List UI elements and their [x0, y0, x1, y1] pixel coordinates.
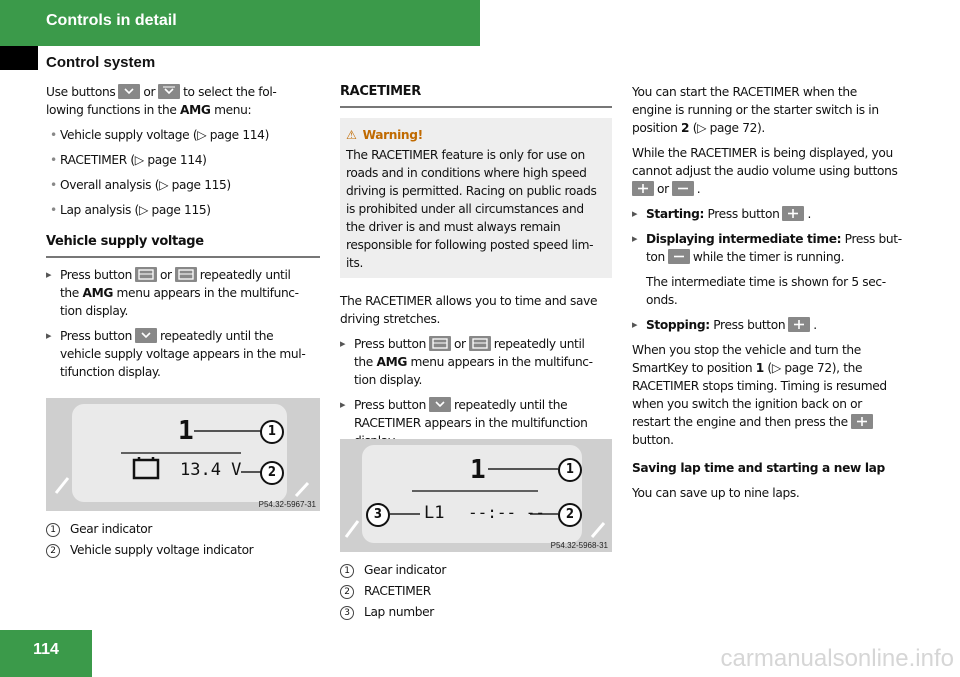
chapter-header-bar [0, 0, 480, 46]
voltage-value: 13.4 V [180, 460, 242, 480]
prev-page-button-icon [429, 336, 451, 351]
instruction-step: ▸ Displaying intermediate time: Press but- ton while the timer is running. [632, 230, 910, 266]
column-1 [46, 83, 320, 388]
subsection-heading: Vehicle supply voltage [46, 233, 320, 258]
prev-page-button-icon [135, 267, 157, 282]
down-button-icon [118, 84, 140, 99]
list-item: • Vehicle supply voltage (▷ page 114) [46, 126, 320, 144]
chapter-title: Controls in detail [46, 12, 177, 29]
caption-item: 2 RACETIMER [340, 582, 612, 600]
instruction-step: ▸ Press button repeatedly until the RACETIMER appears in the multifunction [340, 396, 612, 450]
racetimer-display-illustration [340, 439, 612, 552]
callout-1: 1 [558, 458, 582, 482]
intro-paragraph: Use buttons or to select the fol- lowing functions in the AMG menu: [46, 85, 277, 117]
list-item: • RACETIMER (▷ page 114) [46, 151, 320, 169]
watermark: carmanualsonline.info [720, 645, 954, 672]
column-2-captions [340, 559, 612, 624]
list-item: • Overall analysis (▷ page 115) [46, 176, 320, 194]
minus-button-icon [668, 249, 690, 264]
paragraph: While the RACETIMER is being displayed, you cannot adjust the audio volume using buttons or . [632, 146, 898, 196]
note-paragraph: The intermediate time is shown for 5 sec- onds. [646, 275, 886, 307]
racetimer-value: --:-- -- [468, 503, 546, 522]
column-1-captions [46, 518, 320, 562]
gear-indicator: 1 [178, 416, 194, 446]
caption-item: 1 Gear indicator [340, 561, 612, 579]
callout-1: 1 [260, 420, 284, 444]
next-page-button-icon [469, 336, 491, 351]
plus-button-icon [788, 317, 810, 332]
up-button-icon [158, 84, 180, 99]
plus-button-icon [782, 206, 804, 221]
instruction-step: ▸ Starting: Press button . [632, 205, 910, 223]
section-marker [0, 46, 38, 70]
instruction-step: ▸ Press button repeatedly until the vehicle supply voltage appears in the mul- tifunction display. [46, 327, 320, 381]
next-page-button-icon [175, 267, 197, 282]
caption-item: 3 Lap number [340, 603, 612, 621]
down-button-icon [135, 328, 157, 343]
caption-item: 2 Vehicle supply voltage indicator [46, 541, 320, 559]
subsection-heading: RACETIMER [340, 83, 612, 108]
instruction-step: ▸ Press button or repeatedly until the AMG menu appears in the multifunc- tion display. [340, 335, 612, 389]
page-number: 114 [0, 630, 92, 677]
voltage-display-illustration [46, 398, 320, 511]
paragraph: When you stop the vehicle and turn the SmartKey to position 1 (▷ page 72), the RACETIMER stops timing. Timing is resumed when you switch the ignition back on or restart the engine and then press the button. [632, 343, 887, 447]
paragraph: The RACETIMER allows you to time and save driving stretches. [340, 294, 598, 326]
subsection-heading: Saving lap time and starting a new lap [632, 461, 885, 475]
warning-box: ⚠ Warning! The RACETIMER feature is only for use on roads and in conditions where high speed driving is permitted. Racing on public roads is prohibited under all circumstances and the driver is and must always remain responsible for following posted speed lim- its. [340, 118, 612, 278]
list-item: • Lap analysis (▷ page 115) [46, 201, 320, 219]
column-2 [340, 83, 612, 457]
paragraph: You can start the RACETIMER when the engine is running or the starter switch is in position 2 (▷ page 72). [632, 85, 879, 135]
column-3 [632, 83, 910, 509]
section-title: Control system [46, 54, 156, 71]
paragraph: You can save up to nine laps. [632, 486, 800, 500]
plus-button-icon [851, 414, 873, 429]
figure-reference: P54.32-5967-31 [258, 500, 316, 509]
caption-item: 1 Gear indicator [46, 520, 320, 538]
callout-2: 2 [260, 461, 284, 485]
minus-button-icon [672, 181, 694, 196]
instruction-step: ▸ Press button or repeatedly until the AMG menu appears in the multifunc- tion display. [46, 266, 320, 320]
gear-indicator: 1 [470, 455, 486, 485]
down-button-icon [429, 397, 451, 412]
warning-title: ⚠ Warning! [346, 128, 423, 142]
figure-reference: P54.32-5968-31 [550, 541, 608, 550]
callout-2: 2 [558, 503, 582, 527]
lap-number-value: L1 [424, 503, 445, 523]
instruction-step: ▸ Stopping: Press button . [632, 316, 910, 334]
callout-3: 3 [366, 503, 390, 527]
warning-triangle-icon: ⚠ [346, 128, 357, 142]
plus-button-icon [632, 181, 654, 196]
